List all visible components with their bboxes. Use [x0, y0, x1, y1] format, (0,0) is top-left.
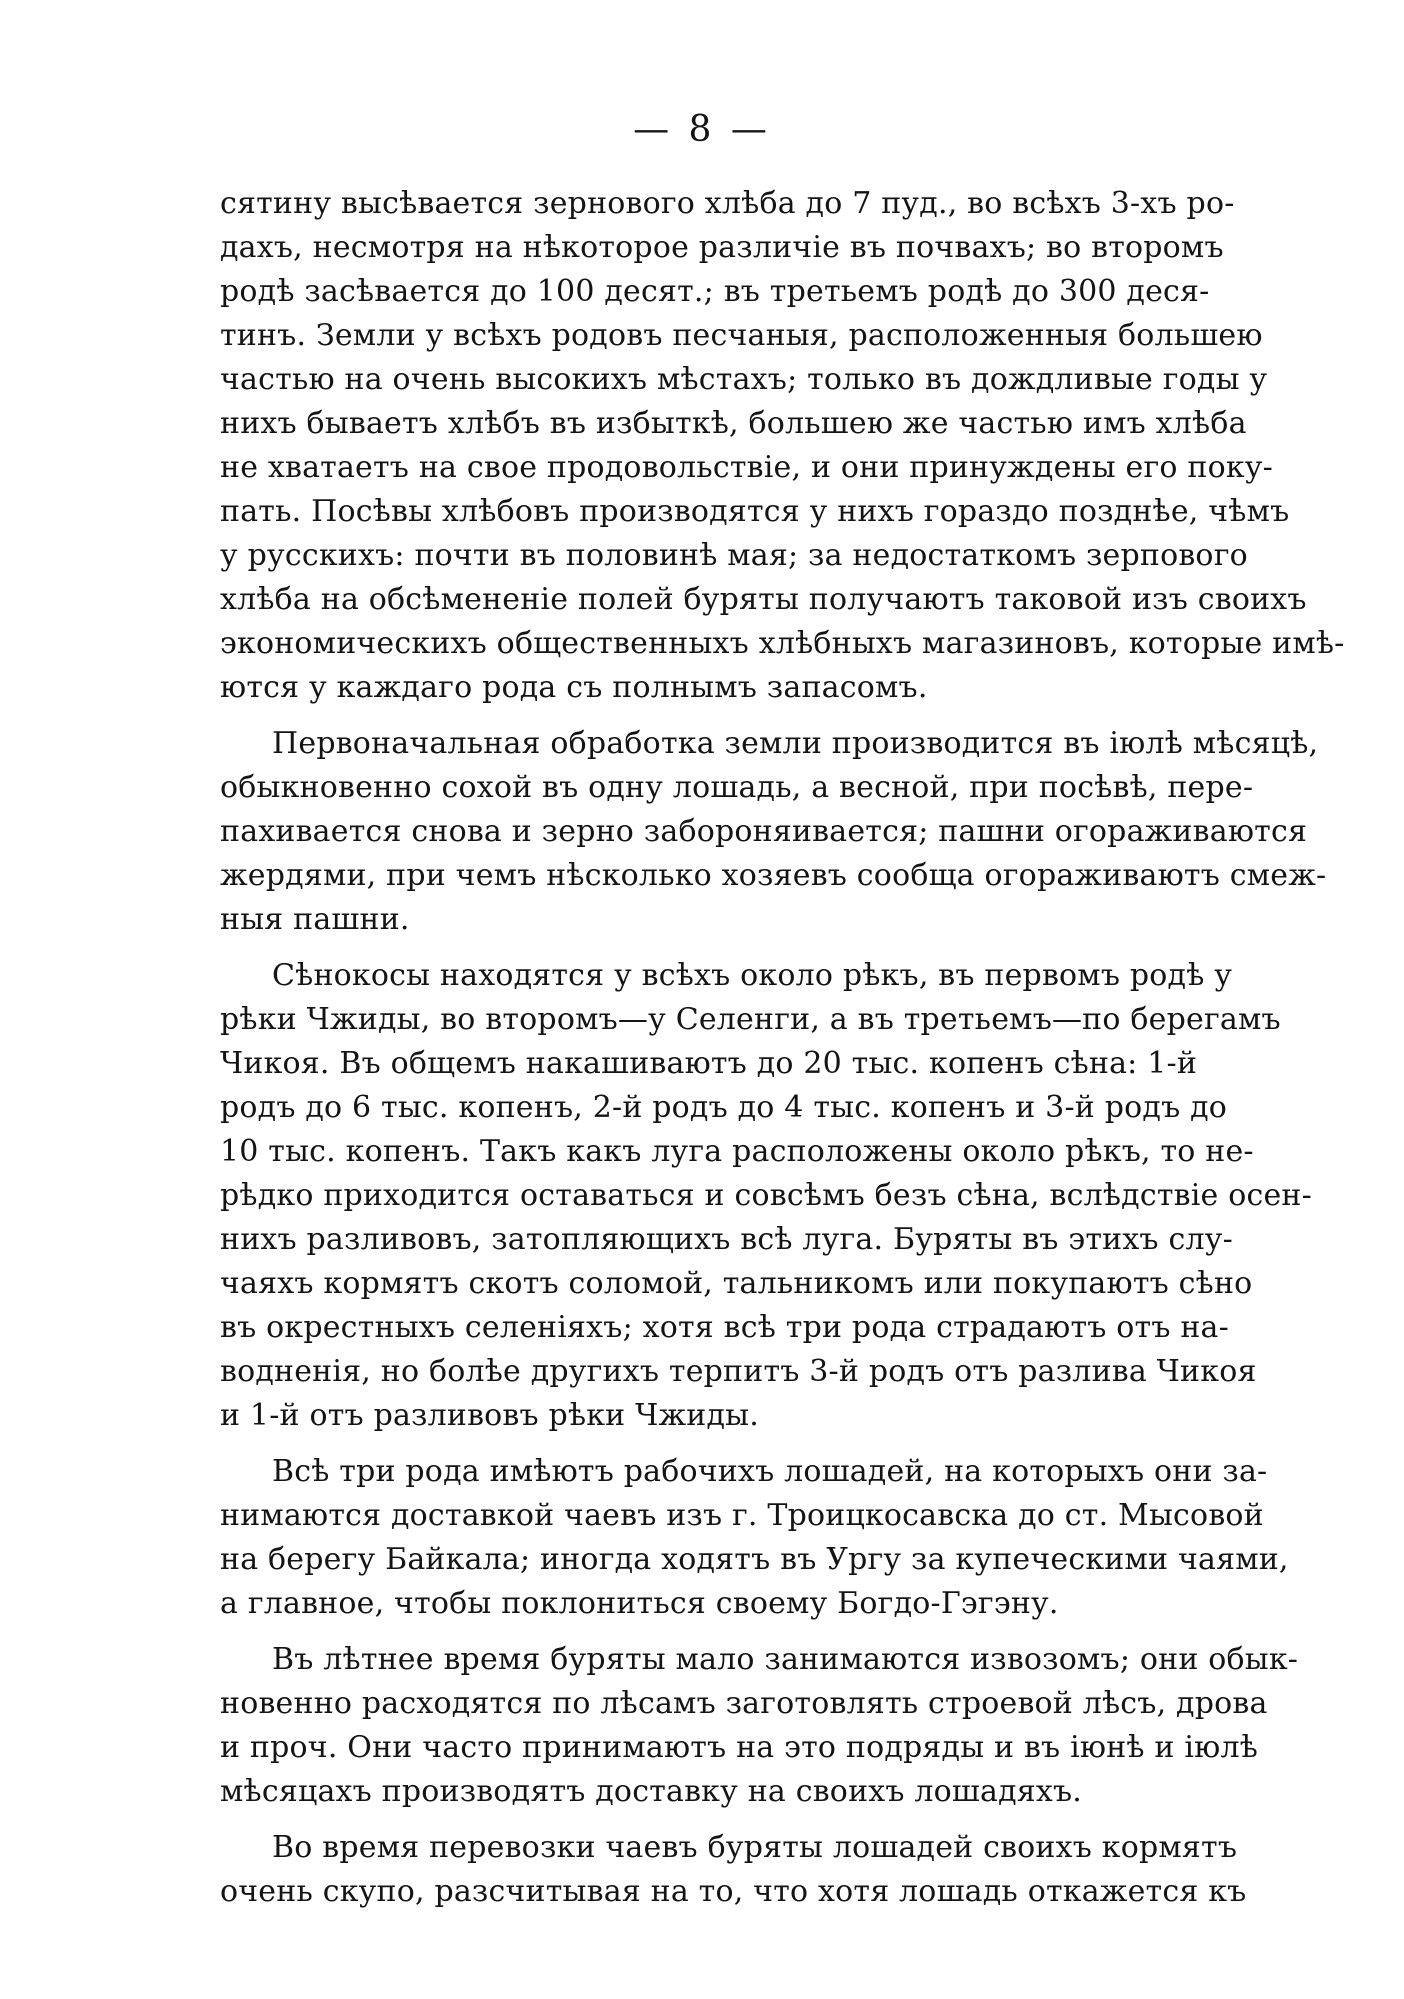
paragraph-1 [220, 182, 1345, 710]
text-line: Сѣнокосы находятся у всѣхъ около рѣкъ, въ первомъ родѣ у [272, 958, 1233, 993]
paragraph-5 [220, 1638, 1299, 1814]
text-line: Въ лѣтнее время буряты мало занимаются извозомъ; они обык- [272, 1642, 1299, 1677]
body-text [220, 182, 1345, 1914]
text-line: нимаются доставкой чаевъ изъ г. Троицкосавска до ст. Мысовой [220, 1498, 1264, 1533]
text-line: Во время перевозки чаевъ буряты лошадей своихъ кормятъ [272, 1830, 1238, 1865]
text-line: экономическихъ общественныхъ хлѣбныхъ магазиновъ, которые имѣ- [220, 626, 1345, 661]
text-line: не хватаетъ на свое продовольствіе, и они принуждены его поку- [220, 450, 1273, 485]
text-line: ныя пашни. [220, 902, 410, 937]
text-line: Чикоя. Въ общемъ накашиваютъ до 20 тыс. копенъ сѣна: 1-й [220, 1046, 1198, 1081]
text-line: въ окрестныхъ селеніяхъ; хотя всѣ три рода страдаютъ отъ на- [220, 1310, 1229, 1345]
text-line: у русскихъ: почти въ половинѣ мая; за недостаткомъ зерпового [220, 538, 1248, 573]
text-line: пахивается снова и зерно забороняивается; пашни огораживаются [220, 814, 1308, 849]
text-line: обыкновенно сохой въ одну лошадь, а весной, при посѣвѣ, пере- [220, 770, 1254, 805]
text-line: и проч. Они часто принимаютъ на это подряды и въ іюнѣ и іюлѣ [220, 1730, 1259, 1765]
text-line: мѣсяцахъ производятъ доставку на своихъ лошадяхъ. [220, 1774, 1083, 1809]
text-line: частью на очень высокихъ мѣстахъ; только въ дождливые годы у [220, 362, 1268, 397]
paragraph-6 [220, 1826, 1247, 1914]
text-line: новенно расходятся по лѣсамъ заготовлять строевой лѣсъ, дрова [220, 1686, 1268, 1721]
text-line: жердями, при чемъ нѣсколько хозяевъ сообща огораживаютъ смеж- [220, 858, 1327, 893]
paragraph-2 [220, 722, 1327, 942]
text-line: сятину высѣвается зернового хлѣба до 7 пуд., во всѣхъ 3-хъ ро- [220, 186, 1235, 221]
text-line: родъ до 6 тыс. копенъ, 2-й родъ до 4 тыс. копенъ и 3-й родъ до [220, 1090, 1228, 1125]
text-line: на берегу Байкала; иногда ходятъ въ Ургу за купеческими чаями, [220, 1542, 1289, 1577]
text-line: а главное, чтобы поклониться своему Богдо-Гэгэну. [220, 1586, 1059, 1621]
text-line: нихъ разливовъ, затопляющихъ всѣ луга. Буряты въ этихъ слу- [220, 1222, 1233, 1257]
text-line: дахъ, несмотря на нѣкоторое различіе въ почвахъ; во второмъ [220, 230, 1224, 265]
text-line: тинъ. Земли у всѣхъ родовъ песчаныя, расположенныя большею [220, 318, 1263, 353]
text-line: рѣдко приходится оставаться и совсѣмъ безъ сѣна, вслѣдствіе осен- [220, 1178, 1312, 1213]
text-line: родѣ засѣвается до 100 десят.; въ третьемъ родѣ до 300 деся- [220, 274, 1210, 309]
paragraph-4 [220, 1450, 1289, 1626]
paragraph-3 [220, 954, 1312, 1438]
text-line: хлѣба на обсѣмененіе полей буряты получаютъ таковой изъ своихъ [220, 582, 1307, 617]
text-line: чаяхъ кормятъ скотъ соломой, тальникомъ или покупаютъ сѣно [220, 1266, 1253, 1301]
text-line: Всѣ три рода имѣютъ рабочихъ лошадей, на которыхъ они за- [272, 1454, 1268, 1489]
text-line: Первоначальная обработка земли производится въ іюлѣ мѣсяцѣ, [272, 726, 1319, 761]
text-line: водненія, но болѣе другихъ терпитъ 3-й родъ отъ разлива Чикоя [220, 1354, 1257, 1389]
text-line: рѣки Чжиды, во второмъ—у Селенги, а въ третьемъ—по берегамъ [220, 1002, 1281, 1037]
text-line: ются у каждаго рода съ полнымъ запасомъ. [220, 670, 928, 705]
text-line: 10 тыс. копенъ. Такъ какъ луга расположены около рѣкъ, то не- [220, 1134, 1254, 1169]
text-line: очень скупо, разсчитывая на то, что хотя лошадь откажется къ [220, 1874, 1247, 1909]
text-line: и 1-й отъ разливовъ рѣки Чжиды. [220, 1398, 759, 1433]
text-line: пать. Посѣвы хлѣбовъ производятся у нихъ гораздо позднѣе, чѣмъ [220, 494, 1290, 529]
text-line: нихъ бываетъ хлѣбъ въ избыткѣ, большею же частью имъ хлѣба [220, 406, 1247, 441]
page-number: — 8 — [633, 109, 771, 150]
